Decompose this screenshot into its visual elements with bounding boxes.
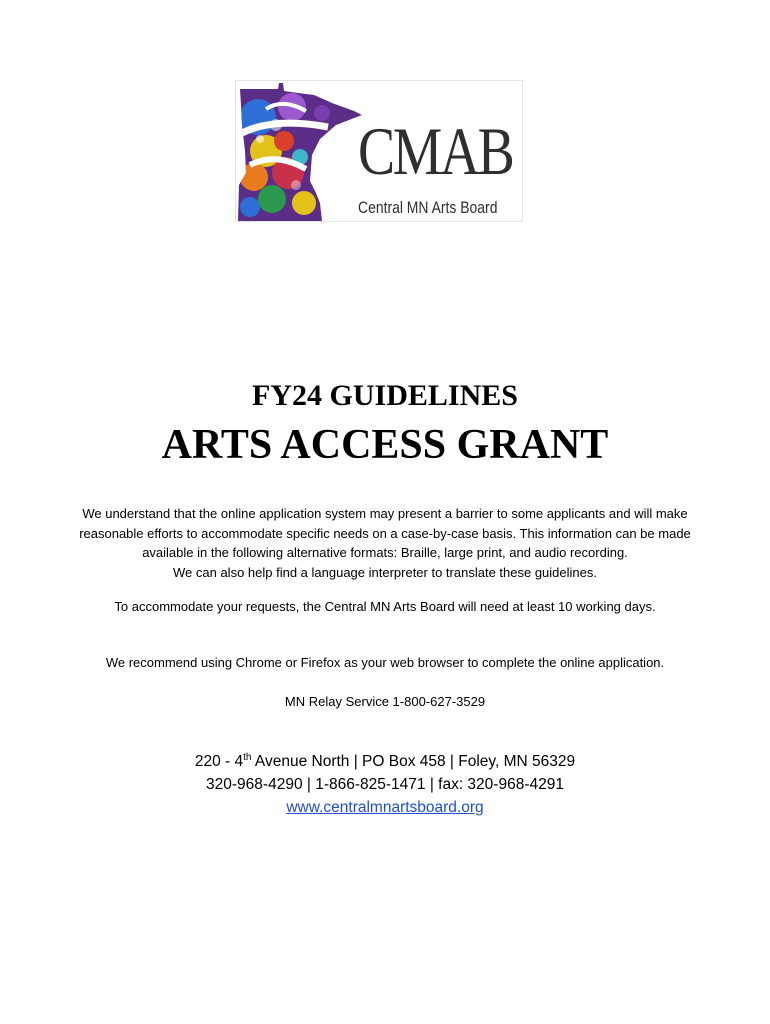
logo-title: CMAB (358, 113, 513, 189)
browser-recommendation: We recommend using Chrome or Firefox as your web browser to complete the online application. (105, 655, 665, 670)
minnesota-map-icon (236, 81, 364, 223)
relay-service: MN Relay Service 1-800-627-3529 (284, 694, 486, 709)
guidelines-heading: FY24 GUIDELINES (252, 379, 518, 412)
logo-subtitle: Central MN Arts Board (358, 198, 498, 217)
contact-block (0, 750, 770, 819)
address-number: 220 - 4 (194, 753, 244, 770)
cmab-logo (235, 80, 523, 222)
text-line: We can also help find a language interpreter to translate these guidelines. (173, 564, 597, 580)
text-line: reasonable efforts to accommodate specific needs on a case-by-case basis. This information can be made (79, 525, 691, 541)
request-notice: To accommodate your requests, the Central MN Arts Board will need at least 10 working days. (114, 599, 656, 614)
address-line (0, 750, 770, 773)
accessibility-paragraph (40, 504, 730, 582)
text-line: We understand that the online application system may present a barrier to some applicants and will make (82, 506, 688, 521)
text-line: available in the following alternative formats: Braille, large print, and audio recording. (142, 545, 628, 560)
address-rest: Avenue North | PO Box 458 | Foley, MN 56329 (251, 753, 576, 770)
phone-line: 320-968-4290 | 1-866-825-1471 | fax: 320-968-4291 (206, 776, 564, 793)
address-ordinal: th (243, 751, 252, 763)
page-title: ARTS ACCESS GRANT (161, 422, 609, 468)
website-link[interactable]: www.centralmnartsboard.org (286, 799, 484, 816)
